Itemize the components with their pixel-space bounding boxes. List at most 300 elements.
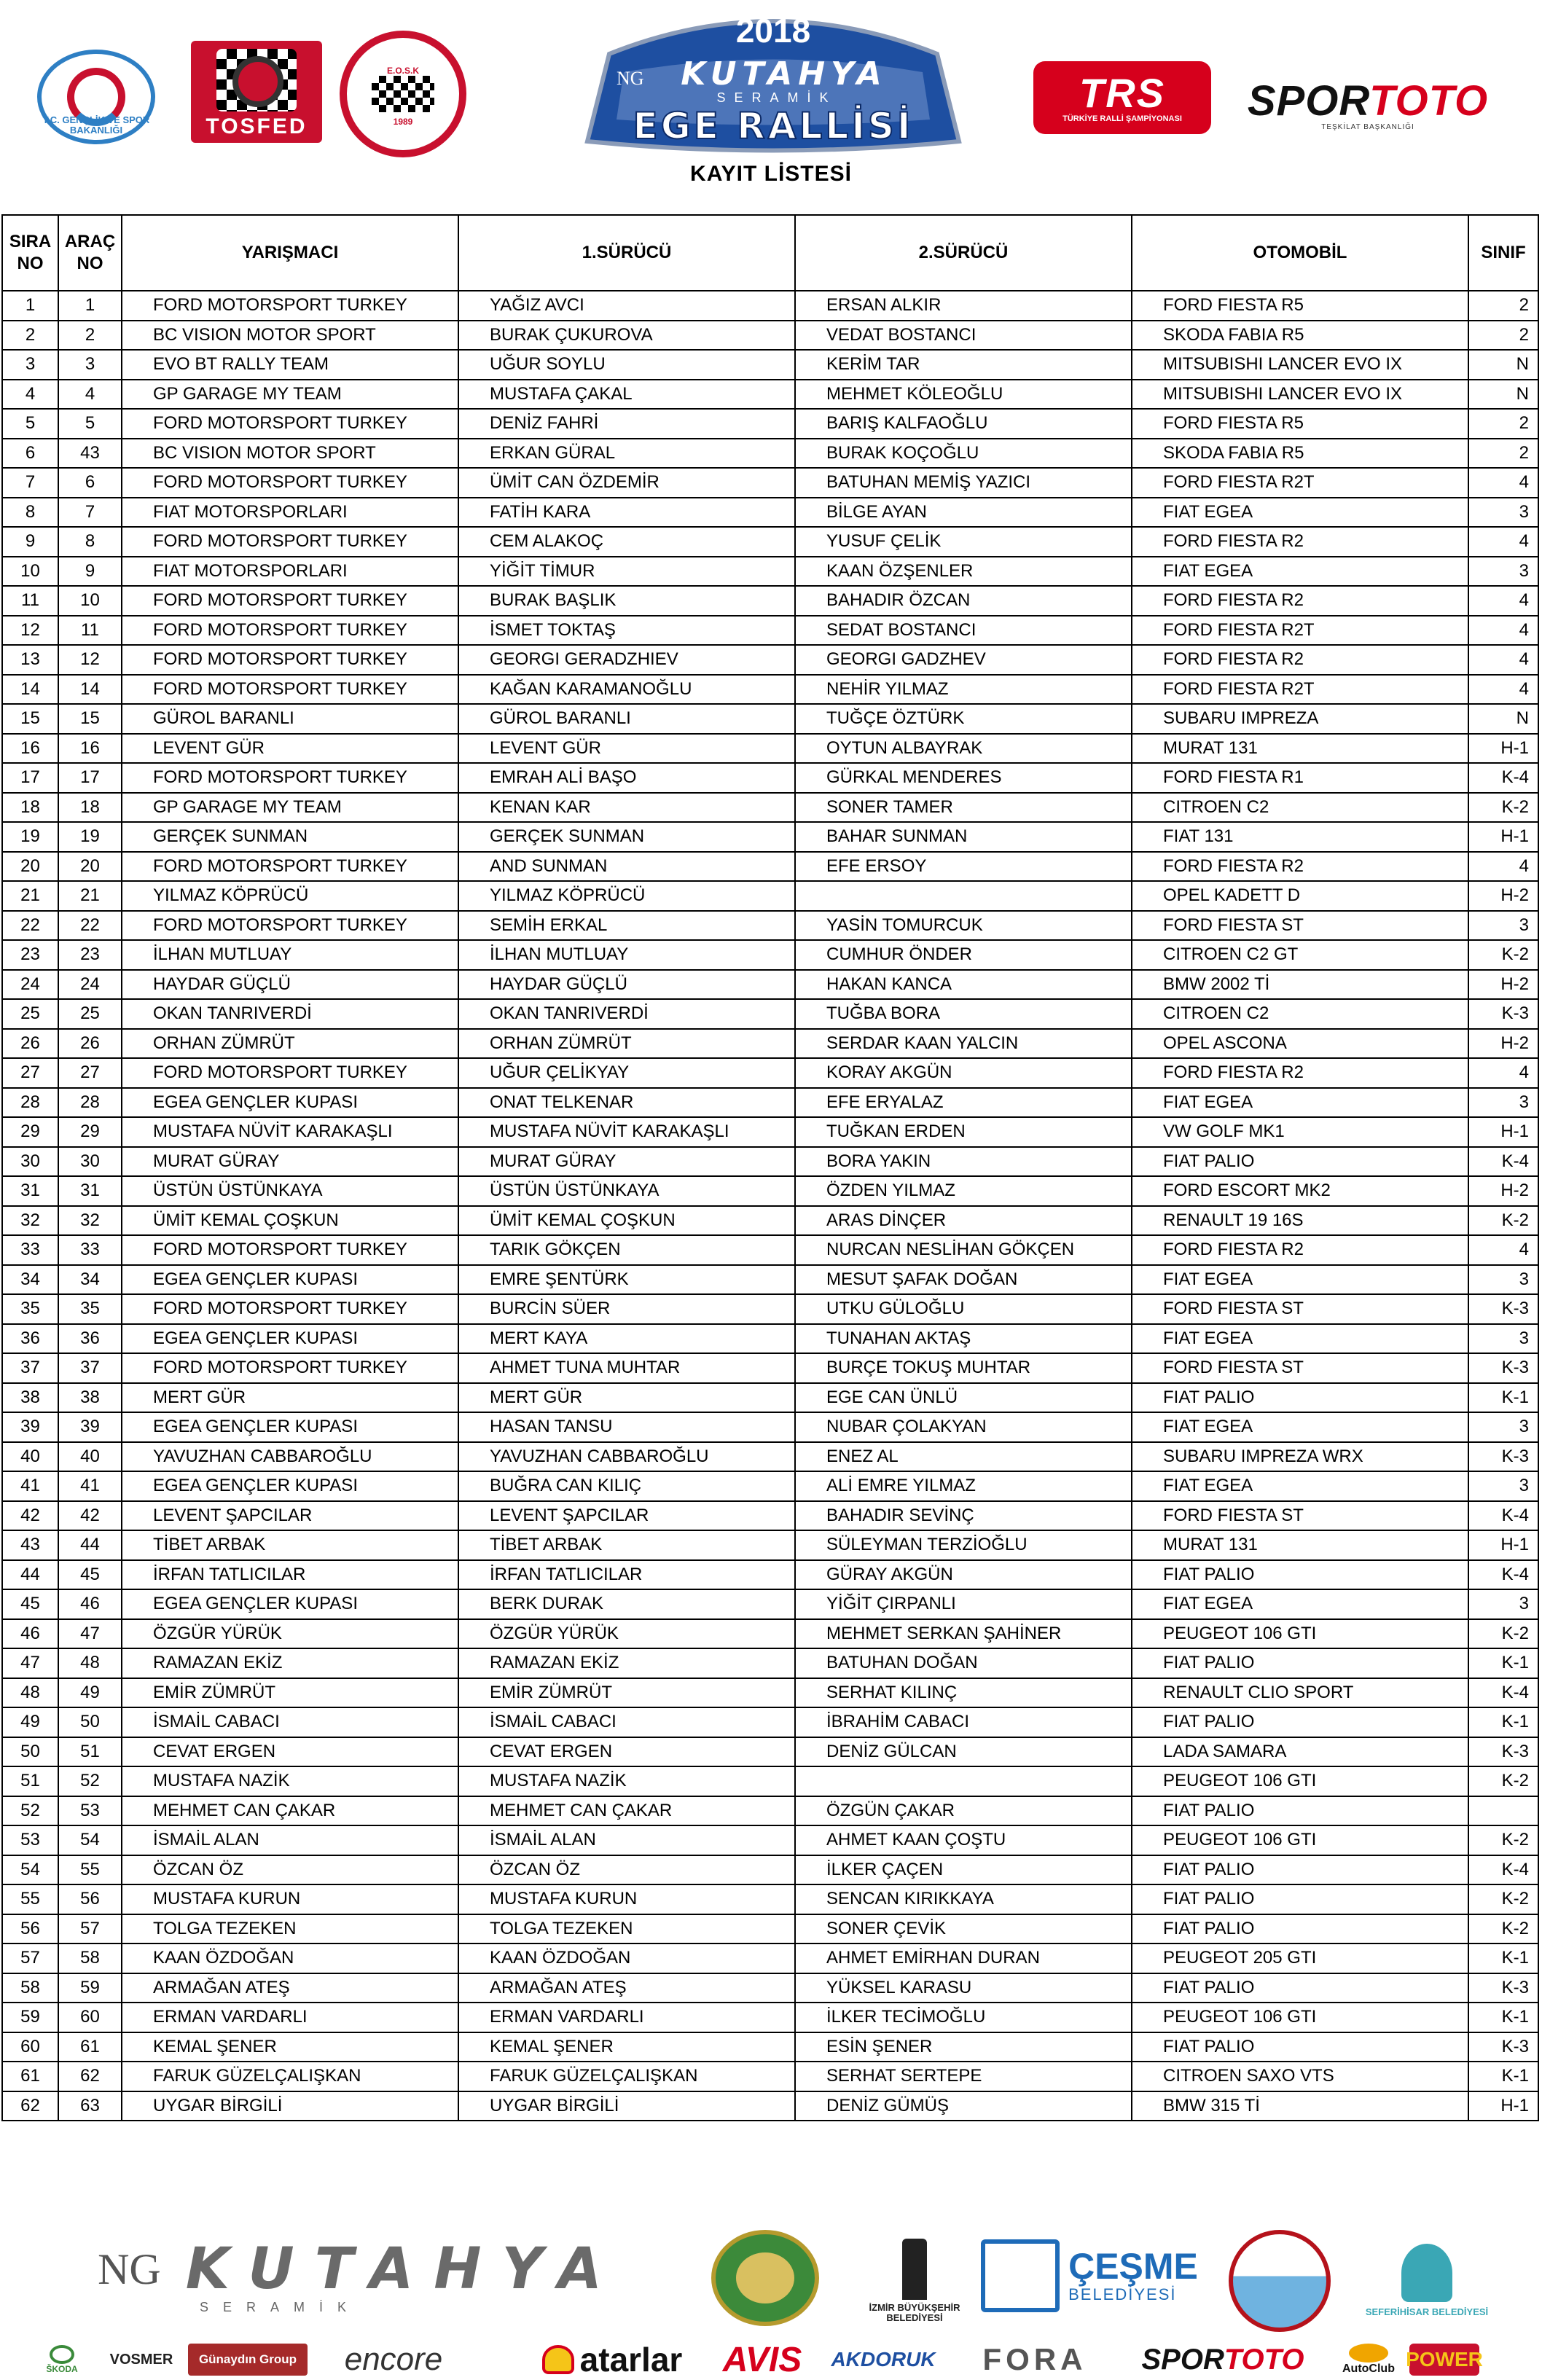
cell-surucu-2: BATUHAN DOĞAN <box>795 1648 1132 1678</box>
cell-otomobil: FORD FIESTA R2T <box>1132 616 1468 646</box>
table-row <box>2 291 1538 321</box>
table-row <box>2 2062 1538 2091</box>
race-car-icon <box>372 76 434 112</box>
cell-surucu-1: ÜSTÜN ÜSTÜNKAYA <box>458 1176 795 1206</box>
fora-logo: FORA <box>982 2342 1087 2376</box>
cell-yarismaci: YAVUZHAN CABBAROĞLU <box>122 1442 458 1472</box>
cesme-logo <box>969 2237 1210 2314</box>
seferihisar-text: SEFERİHİSAR BELEDİYESİ <box>1365 2306 1489 2317</box>
cell-arac-no: 46 <box>58 1589 122 1619</box>
cell-surucu-2: SERHAT SERTEPE <box>795 2062 1132 2091</box>
cell-sira-no: 21 <box>2 881 58 911</box>
cell-sinif: 4 <box>1468 468 1538 498</box>
table-row <box>2 793 1538 823</box>
cell-otomobil: MITSUBISHI LANCER EVO IX <box>1132 380 1468 410</box>
cell-surucu-1: GÜROL BARANLI <box>458 704 795 734</box>
cell-arac-no: 47 <box>58 1619 122 1649</box>
vosmer-logo: VOSMER <box>109 2351 173 2368</box>
cell-sinif: H-2 <box>1468 970 1538 1000</box>
cell-otomobil: OPEL KADETT D <box>1132 881 1468 911</box>
cell-arac-no: 23 <box>58 940 122 970</box>
cell-yarismaci: TOLGA TEZEKEN <box>122 1914 458 1944</box>
cell-yarismaci: MERT GÜR <box>122 1383 458 1413</box>
table-row <box>2 1471 1538 1501</box>
cell-surucu-1: FARUK GÜZELÇALIŞKAN <box>458 2062 795 2091</box>
cell-arac-no: 44 <box>58 1530 122 1560</box>
cell-sira-no: 13 <box>2 645 58 675</box>
cell-otomobil: FORD FIESTA R2 <box>1132 586 1468 616</box>
table-row <box>2 1265 1538 1295</box>
cell-surucu-1: SEMİH ERKAL <box>458 911 795 941</box>
cell-yarismaci: FORD MOTORSPORT TURKEY <box>122 1235 458 1265</box>
cell-yarismaci: İSMAİL CABACI <box>122 1707 458 1737</box>
cell-sira-no: 44 <box>2 1560 58 1590</box>
cell-arac-no: 56 <box>58 1884 122 1914</box>
cell-sira-no: 30 <box>2 1147 58 1177</box>
seferihisar-logo <box>1354 2233 1500 2328</box>
table-row <box>2 1825 1538 1855</box>
cell-arac-no: 4 <box>58 380 122 410</box>
table-row <box>2 999 1538 1029</box>
cell-arac-no: 43 <box>58 439 122 469</box>
cell-sinif: K-3 <box>1468 1442 1538 1472</box>
cell-yarismaci: FORD MOTORSPORT TURKEY <box>122 911 458 941</box>
cell-surucu-1: GEORGI GERADZHIEV <box>458 645 795 675</box>
cell-surucu-2: OYTUN ALBAYRAK <box>795 734 1132 764</box>
cell-surucu-1: KENAN KAR <box>458 793 795 823</box>
cell-sinif: 2 <box>1468 439 1538 469</box>
table-row <box>2 1943 1538 1973</box>
cell-surucu-1: YAĞIZ AVCI <box>458 291 795 321</box>
cell-surucu-1: BUĞRA CAN KILIÇ <box>458 1471 795 1501</box>
menderes-seal-icon <box>1229 2230 1331 2332</box>
cell-sinif: 4 <box>1468 645 1538 675</box>
cell-sinif: K-3 <box>1468 1737 1538 1767</box>
clock-tower-icon <box>902 2239 927 2300</box>
cell-sinif: N <box>1468 350 1538 380</box>
table-row <box>2 1501 1538 1531</box>
cell-yarismaci: ERMAN VARDARLI <box>122 2003 458 2032</box>
cell-sinif: K-4 <box>1468 1678 1538 1708</box>
cell-yarismaci: CEVAT ERGEN <box>122 1737 458 1767</box>
cell-sinif: K-3 <box>1468 1973 1538 2003</box>
cell-yarismaci: KEMAL ŞENER <box>122 2032 458 2062</box>
cell-sira-no: 14 <box>2 675 58 705</box>
table-row <box>2 380 1538 410</box>
table-row <box>2 321 1538 351</box>
cell-sinif: K-2 <box>1468 1884 1538 1914</box>
eosk-year: 1989 <box>393 117 413 127</box>
cell-otomobil: FORD FIESTA R5 <box>1132 409 1468 439</box>
cell-arac-no: 36 <box>58 1324 122 1354</box>
cell-sinif: N <box>1468 704 1538 734</box>
rally-sub: SERAMİK <box>716 90 837 105</box>
cell-sira-no: 2 <box>2 321 58 351</box>
cell-otomobil: SUBARU IMPREZA WRX <box>1132 1442 1468 1472</box>
cell-sinif: K-1 <box>1468 1707 1538 1737</box>
cell-yarismaci: FORD MOTORSPORT TURKEY <box>122 291 458 321</box>
cell-otomobil: FORD FIESTA R5 <box>1132 291 1468 321</box>
cell-sira-no: 33 <box>2 1235 58 1265</box>
sportoto-footer-b: TOTO <box>1224 2343 1304 2376</box>
cell-otomobil: FIAT EGEA <box>1132 557 1468 587</box>
cell-otomobil: FIAT PALIO <box>1132 1914 1468 1944</box>
cell-yarismaci: İRFAN TATLICILAR <box>122 1560 458 1590</box>
cell-sira-no: 34 <box>2 1265 58 1295</box>
cell-surucu-1: AND SUNMAN <box>458 852 795 882</box>
cell-sira-no: 31 <box>2 1176 58 1206</box>
cell-surucu-2: UTKU GÜLOĞLU <box>795 1294 1132 1324</box>
cell-otomobil: PEUGEOT 106 GTI <box>1132 1825 1468 1855</box>
cell-otomobil: PEUGEOT 205 GTI <box>1132 1943 1468 1973</box>
cell-sinif: 2 <box>1468 321 1538 351</box>
cell-otomobil: FIAT PALIO <box>1132 1648 1468 1678</box>
header-surucu-2: 2.SÜRÜCÜ <box>795 215 1132 291</box>
cell-yarismaci: YILMAZ KÖPRÜCÜ <box>122 881 458 911</box>
cell-arac-no: 20 <box>58 852 122 882</box>
cell-surucu-1: MEHMET CAN ÇAKAR <box>458 1796 795 1826</box>
table-row <box>2 1147 1538 1177</box>
cell-surucu-2 <box>795 881 1132 911</box>
cell-surucu-1: ONAT TELKENAR <box>458 1088 795 1118</box>
cell-sira-no: 39 <box>2 1412 58 1442</box>
cell-sinif: K-2 <box>1468 793 1538 823</box>
cell-surucu-2: KAAN ÖZŞENLER <box>795 557 1132 587</box>
cell-surucu-1: RAMAZAN EKİZ <box>458 1648 795 1678</box>
cell-yarismaci: EGEA GENÇLER KUPASI <box>122 1471 458 1501</box>
cell-otomobil: SKODA FABIA R5 <box>1132 439 1468 469</box>
cell-sinif: K-4 <box>1468 1501 1538 1531</box>
cell-arac-no: 17 <box>58 763 122 793</box>
cell-surucu-1: ORHAN ZÜMRÜT <box>458 1029 795 1059</box>
cell-yarismaci: MUSTAFA NAZİK <box>122 1766 458 1796</box>
cell-sira-no: 35 <box>2 1294 58 1324</box>
table-row <box>2 1619 1538 1649</box>
cell-arac-no: 11 <box>58 616 122 646</box>
cell-surucu-2: ENEZ AL <box>795 1442 1132 1472</box>
cell-surucu-2: TUĞÇE ÖZTÜRK <box>795 704 1132 734</box>
header-arac-no: ARAÇ NO <box>58 215 122 291</box>
table-row <box>2 1766 1538 1796</box>
cell-surucu-2: DENİZ GÜMÜŞ <box>795 2091 1132 2121</box>
cell-surucu-2: GEORGI GADZHEV <box>795 645 1132 675</box>
cell-surucu-1: İRFAN TATLICILAR <box>458 1560 795 1590</box>
cell-sinif: N <box>1468 380 1538 410</box>
cell-sira-no: 5 <box>2 409 58 439</box>
table-row <box>2 1117 1538 1147</box>
cell-arac-no: 26 <box>58 1029 122 1059</box>
cell-sinif: 2 <box>1468 409 1538 439</box>
cell-surucu-1: EMİR ZÜMRÜT <box>458 1678 795 1708</box>
cell-sinif: K-1 <box>1468 2003 1538 2032</box>
cell-arac-no: 57 <box>58 1914 122 1944</box>
cell-surucu-2: ARAS DİNÇER <box>795 1206 1132 1236</box>
cell-surucu-1: GERÇEK SUNMAN <box>458 822 795 852</box>
cell-otomobil: RENAULT 19 16S <box>1132 1206 1468 1236</box>
cell-surucu-2: SONER TAMER <box>795 793 1132 823</box>
cell-sira-no: 43 <box>2 1530 58 1560</box>
cell-surucu-1: HASAN TANSU <box>458 1412 795 1442</box>
cell-sira-no: 48 <box>2 1678 58 1708</box>
rally-brand: KUTAHYA <box>681 55 888 93</box>
gsb-logo <box>25 38 168 147</box>
cell-sira-no: 47 <box>2 1648 58 1678</box>
cell-surucu-2: NURCAN NESLİHAN GÖKÇEN <box>795 1235 1132 1265</box>
cell-surucu-1: İLHAN MUTLUAY <box>458 940 795 970</box>
cell-sinif: 4 <box>1468 616 1538 646</box>
cell-sira-no: 32 <box>2 1206 58 1236</box>
cell-otomobil: FIAT PALIO <box>1132 1560 1468 1590</box>
cell-surucu-2: MESUT ŞAFAK DOĞAN <box>795 1265 1132 1295</box>
table-row <box>2 1589 1538 1619</box>
cell-yarismaci: MUSTAFA KURUN <box>122 1884 458 1914</box>
cell-yarismaci: FORD MOTORSPORT TURKEY <box>122 675 458 705</box>
cell-yarismaci: ÜSTÜN ÜSTÜNKAYA <box>122 1176 458 1206</box>
table-row <box>2 1206 1538 1236</box>
cell-yarismaci: MURAT GÜRAY <box>122 1147 458 1177</box>
cell-surucu-2: BURAK KOÇOĞLU <box>795 439 1132 469</box>
cell-sinif <box>1468 1796 1538 1826</box>
cell-yarismaci: GÜROL BARANLI <box>122 704 458 734</box>
cell-yarismaci: ÖZGÜR YÜRÜK <box>122 1619 458 1649</box>
cell-arac-no: 28 <box>58 1088 122 1118</box>
cell-surucu-2: GÜRKAL MENDERES <box>795 763 1132 793</box>
cell-surucu-2: AHMET EMİRHAN DURAN <box>795 1943 1132 1973</box>
table-header-row <box>2 215 1538 291</box>
table-row <box>2 439 1538 469</box>
seferihisar-emblem-icon <box>1401 2244 1452 2302</box>
cell-yarismaci: FARUK GÜZELÇALIŞKAN <box>122 2062 458 2091</box>
cell-surucu-1: EMRAH ALİ BAŞO <box>458 763 795 793</box>
cell-surucu-1: İSMAİL CABACI <box>458 1707 795 1737</box>
table-row <box>2 1707 1538 1737</box>
cell-sinif: 3 <box>1468 498 1538 528</box>
cell-otomobil: FORD FIESTA ST <box>1132 1353 1468 1383</box>
cell-sira-no: 58 <box>2 1973 58 2003</box>
cell-otomobil: MURAT 131 <box>1132 734 1468 764</box>
cell-arac-no: 18 <box>58 793 122 823</box>
cell-sinif: H-1 <box>1468 734 1538 764</box>
cell-sira-no: 10 <box>2 557 58 587</box>
table-row <box>2 1914 1538 1944</box>
cell-arac-no: 14 <box>58 675 122 705</box>
cell-yarismaci: LEVENT ŞAPCILAR <box>122 1501 458 1531</box>
cell-sira-no: 45 <box>2 1589 58 1619</box>
cell-surucu-2: SERDAR KAAN YALCIN <box>795 1029 1132 1059</box>
cell-arac-no: 31 <box>58 1176 122 1206</box>
izmir-logo <box>860 2230 969 2332</box>
cell-surucu-2: SERHAT KILINÇ <box>795 1678 1132 1708</box>
cell-arac-no: 25 <box>58 999 122 1029</box>
table-row <box>2 940 1538 970</box>
cell-yarismaci: İLHAN MUTLUAY <box>122 940 458 970</box>
cell-otomobil: LADA SAMARA <box>1132 1737 1468 1767</box>
cell-sinif: K-1 <box>1468 1648 1538 1678</box>
table-row <box>2 557 1538 587</box>
table-row <box>2 2091 1538 2121</box>
cell-yarismaci: BC VISION MOTOR SPORT <box>122 321 458 351</box>
cell-otomobil: CITROEN SAXO VTS <box>1132 2062 1468 2091</box>
cell-surucu-2: YÜKSEL KARASU <box>795 1973 1132 2003</box>
shell-icon <box>542 2345 574 2374</box>
cell-yarismaci: EVO BT RALLY TEAM <box>122 350 458 380</box>
cell-otomobil: FORD ESCORT MK2 <box>1132 1176 1468 1206</box>
cell-otomobil: CITROEN C2 <box>1132 793 1468 823</box>
cell-otomobil: FIAT EGEA <box>1132 1265 1468 1295</box>
cell-yarismaci: ÜMİT KEMAL ÇOŞKUN <box>122 1206 458 1236</box>
cell-otomobil: RENAULT CLIO SPORT <box>1132 1678 1468 1708</box>
cell-sira-no: 9 <box>2 527 58 557</box>
cell-arac-no: 22 <box>58 911 122 941</box>
table-row <box>2 527 1538 557</box>
cell-yarismaci: EGEA GENÇLER KUPASI <box>122 1088 458 1118</box>
cell-sira-no: 40 <box>2 1442 58 1472</box>
cell-surucu-1: OKAN TANRIVERDİ <box>458 999 795 1029</box>
cell-sinif: 4 <box>1468 586 1538 616</box>
cell-yarismaci: UYGAR BİRGİLİ <box>122 2091 458 2121</box>
table-row <box>2 1884 1538 1914</box>
cell-yarismaci: GP GARAGE MY TEAM <box>122 793 458 823</box>
table-row <box>2 1412 1538 1442</box>
kutahya-ng: NG <box>98 2244 161 2293</box>
cell-surucu-2: KORAY AKGÜN <box>795 1058 1132 1088</box>
cell-sinif: K-2 <box>1468 1825 1538 1855</box>
table-row <box>2 2003 1538 2032</box>
cell-sira-no: 8 <box>2 498 58 528</box>
cell-surucu-1: BURAK ÇUKUROVA <box>458 321 795 351</box>
cell-surucu-2: İLKER TECİMOĞLU <box>795 2003 1132 2032</box>
cell-surucu-1: MUSTAFA KURUN <box>458 1884 795 1914</box>
cell-surucu-1: TİBET ARBAK <box>458 1530 795 1560</box>
cell-otomobil: FORD FIESTA R1 <box>1132 763 1468 793</box>
cell-surucu-1: TARIK GÖKÇEN <box>458 1235 795 1265</box>
cell-arac-no: 5 <box>58 409 122 439</box>
cell-arac-no: 24 <box>58 970 122 1000</box>
cell-arac-no: 61 <box>58 2032 122 2062</box>
cell-arac-no: 40 <box>58 1442 122 1472</box>
cell-sinif: K-4 <box>1468 763 1538 793</box>
cell-arac-no: 30 <box>58 1147 122 1177</box>
cell-arac-no: 53 <box>58 1796 122 1826</box>
cell-surucu-1: ÖZGÜR YÜRÜK <box>458 1619 795 1649</box>
cell-sinif: H-1 <box>1468 2091 1538 2121</box>
skoda-text: ŠKODA <box>46 2364 78 2374</box>
cell-sinif: K-1 <box>1468 1943 1538 1973</box>
table-row <box>2 468 1538 498</box>
cell-surucu-1: DENİZ FAHRİ <box>458 409 795 439</box>
table-row <box>2 852 1538 882</box>
sportoto-sub: TEŞKİLAT BAŞKANLIĞI <box>1321 122 1414 131</box>
cell-sira-no: 15 <box>2 704 58 734</box>
cell-surucu-1: ERKAN GÜRAL <box>458 439 795 469</box>
cell-yarismaci: FORD MOTORSPORT TURKEY <box>122 616 458 646</box>
cell-surucu-1: YİĞİT TİMUR <box>458 557 795 587</box>
table-row <box>2 350 1538 380</box>
cell-arac-no: 49 <box>58 1678 122 1708</box>
kutahya-name: KUTAHYA <box>185 2236 622 2302</box>
cell-sira-no: 17 <box>2 763 58 793</box>
cell-otomobil: FIAT EGEA <box>1132 1589 1468 1619</box>
cell-yarismaci: EMİR ZÜMRÜT <box>122 1678 458 1708</box>
cell-surucu-1: CEM ALAKOÇ <box>458 527 795 557</box>
rally-name: EGE RALLİSİ <box>633 105 914 147</box>
cell-sira-no: 16 <box>2 734 58 764</box>
table-body <box>2 291 1538 2121</box>
cell-arac-no: 8 <box>58 527 122 557</box>
cell-arac-no: 63 <box>58 2091 122 2121</box>
cell-otomobil: FIAT EGEA <box>1132 1471 1468 1501</box>
table-row <box>2 1383 1538 1413</box>
sportoto-footer-logo <box>1128 2344 1318 2376</box>
cell-sira-no: 20 <box>2 852 58 882</box>
cell-surucu-1: UĞUR SOYLU <box>458 350 795 380</box>
table-row <box>2 1973 1538 2003</box>
cell-arac-no: 12 <box>58 645 122 675</box>
header-sinif: SINIF <box>1468 215 1538 291</box>
table-row <box>2 675 1538 705</box>
table-row <box>2 1176 1538 1206</box>
cell-arac-no: 1 <box>58 291 122 321</box>
cell-arac-no: 41 <box>58 1471 122 1501</box>
cell-sira-no: 36 <box>2 1324 58 1354</box>
cell-yarismaci: LEVENT GÜR <box>122 734 458 764</box>
cell-otomobil: FIAT PALIO <box>1132 2032 1468 2062</box>
table-row <box>2 1648 1538 1678</box>
table-row <box>2 734 1538 764</box>
rally-year: 2018 <box>735 12 811 50</box>
table-row <box>2 1678 1538 1708</box>
cell-surucu-1: ARMAĞAN ATEŞ <box>458 1973 795 2003</box>
table-row <box>2 704 1538 734</box>
cell-yarismaci: FORD MOTORSPORT TURKEY <box>122 763 458 793</box>
cell-sira-no: 28 <box>2 1088 58 1118</box>
cell-otomobil: FORD FIESTA R2T <box>1132 468 1468 498</box>
cell-sinif: H-2 <box>1468 1176 1538 1206</box>
cell-surucu-2: GÜRAY AKGÜN <box>795 1560 1132 1590</box>
cell-yarismaci: OKAN TANRIVERDİ <box>122 999 458 1029</box>
table-row <box>2 1560 1538 1590</box>
cell-surucu-2: KERİM TAR <box>795 350 1132 380</box>
cell-sira-no: 57 <box>2 1943 58 1973</box>
cell-surucu-2: YİĞİT ÇIRPANLI <box>795 1589 1132 1619</box>
cell-arac-no: 33 <box>58 1235 122 1265</box>
cell-surucu-1: İSMAİL ALAN <box>458 1825 795 1855</box>
cell-sinif: K-1 <box>1468 2062 1538 2091</box>
cell-sinif: H-2 <box>1468 1029 1538 1059</box>
cell-surucu-2: BURÇE TOKUŞ MUHTAR <box>795 1353 1132 1383</box>
power-logo: POWER <box>1409 2344 1479 2376</box>
cell-surucu-2: İLKER ÇAÇEN <box>795 1855 1132 1885</box>
cell-otomobil: FORD FIESTA R2 <box>1132 645 1468 675</box>
trs-logo-sub: TÜRKİYE RALLİ ŞAMPİYONASI <box>1062 114 1182 123</box>
cell-sinif: 3 <box>1468 1088 1538 1118</box>
cell-otomobil: MURAT 131 <box>1132 1530 1468 1560</box>
header-otomobil: OTOMOBİL <box>1132 215 1468 291</box>
table-row <box>2 409 1538 439</box>
table-row <box>2 881 1538 911</box>
cesme-castle-icon <box>981 2239 1060 2312</box>
cell-yarismaci: BC VISION MOTOR SPORT <box>122 439 458 469</box>
cell-sira-no: 46 <box>2 1619 58 1649</box>
cell-arac-no: 50 <box>58 1707 122 1737</box>
cell-sira-no: 23 <box>2 940 58 970</box>
cell-otomobil: FORD FIESTA ST <box>1132 1294 1468 1324</box>
cell-sinif: H-1 <box>1468 1117 1538 1147</box>
cell-arac-no: 10 <box>58 586 122 616</box>
cell-sinif: 2 <box>1468 291 1538 321</box>
tosfed-logo-text: TOSFED <box>206 114 308 138</box>
cell-arac-no: 60 <box>58 2003 122 2032</box>
